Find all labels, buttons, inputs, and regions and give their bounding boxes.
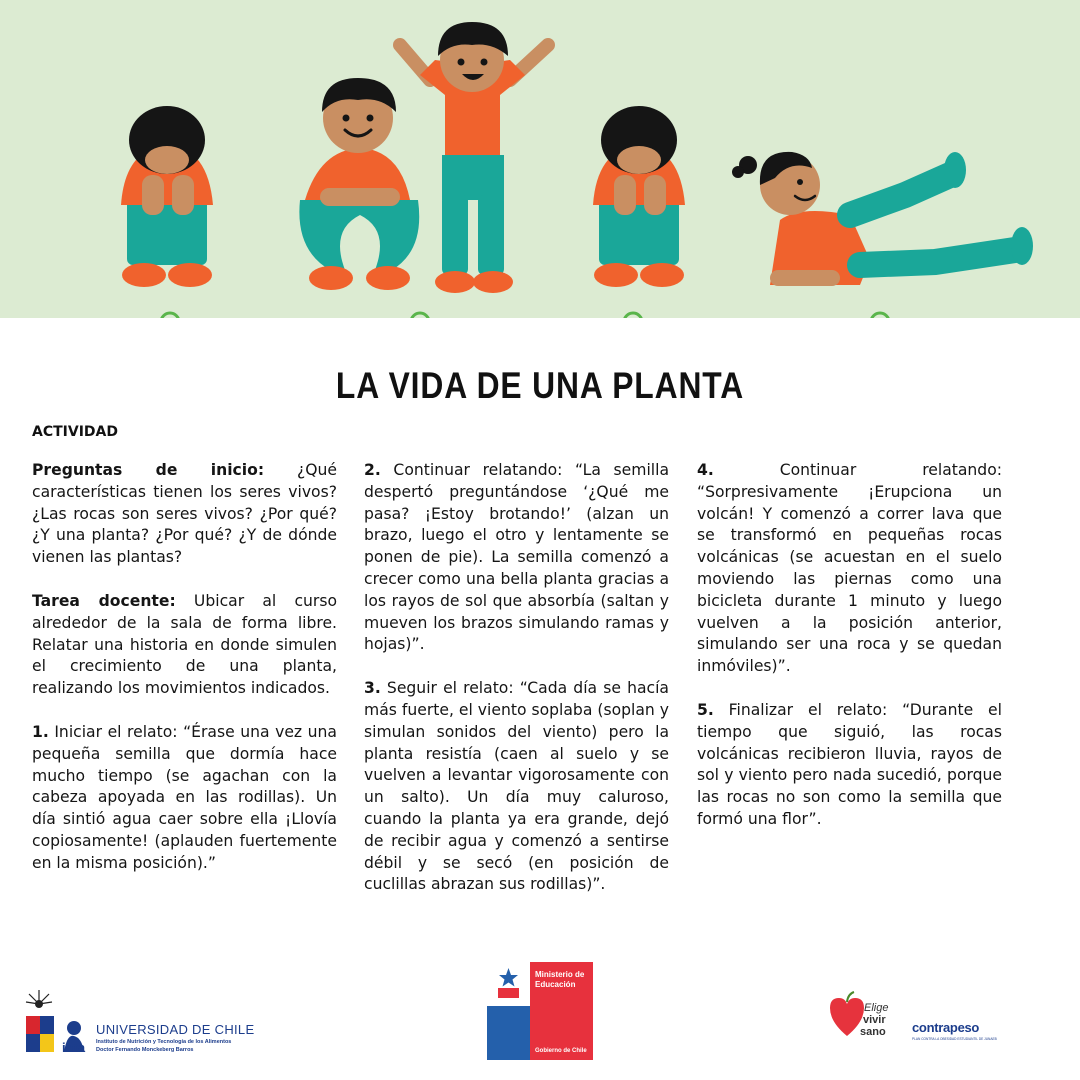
paragraph-step-4: [697, 460, 1002, 678]
paragraph-text: Seguir el relato: “Cada día se hacía más fuerte, el viento soplaba (soplan y simulan sonidos del viento) pero la planta resistía (caen al suelo y se vuelven a levantar vigorosamente con un salto). Un día muy caluroso, cuando la planta ya era grande, dejó de recibir agua y comenzó a sentirse débil y se secó (en posición de cuclillas abrazan sus rodillas)”.: [364, 679, 669, 894]
paragraph-text: Iniciar el relato: “Érase una vez una pequeña semilla que dormía hace mucho tiempo (se agachan con la cabeza apoyada en las rodillas). Un día sintió agua caer sobre ella ¡Llovía copiosamente! (aplauden fuertemente en la misma posición).”: [32, 722, 337, 872]
chile-crest-icon: [487, 962, 530, 1006]
elige-word: Elige: [864, 1002, 889, 1014]
paragraph-tarea: [32, 591, 337, 700]
ministerio-educacion-logo: [487, 962, 593, 1060]
vivir-word: vivir: [863, 1014, 886, 1026]
paragraph-step-1: [32, 722, 337, 875]
paragraph-preguntas: [32, 460, 337, 569]
paragraph-lead: Preguntas de inicio:: [32, 461, 265, 479]
child-kneeling-icon: [121, 106, 213, 287]
paragraph-step-2: [364, 460, 669, 656]
section-label: ACTIVIDAD: [32, 424, 118, 440]
paragraph-text: Finalizar el relato: “Durante el tiempo que siguió, las rocas volcánicas recibieron lluvia, rayos de sol y viento pero nada sucedió, porque las rocas no son como la semilla que formó una flor”.: [697, 700, 1002, 828]
step-marker-icons: [161, 313, 889, 318]
illustration: [0, 0, 1080, 318]
paragraph-lead: 5.: [697, 700, 714, 719]
mineduc-name-line-2: Educación: [535, 980, 576, 989]
child-kneeling-icon: [593, 106, 685, 287]
paragraph-lead: Tarea docente:: [32, 591, 176, 610]
paragraph-lead: 1.: [32, 722, 49, 741]
text-column-2: [364, 460, 669, 918]
paragraph-step-5: [697, 700, 1002, 831]
mineduc-gov: Gobierno de Chile: [535, 1048, 587, 1054]
text-column-1: [32, 460, 337, 897]
child-squatting-icon: [299, 78, 419, 290]
paragraph-text: Continuar relatando: “Sorpresivamente ¡Erupciona un volcán! Y comenzó a correr lava que se transformó en pequeñas rocas volcánicas (se acuestan en el suelo moviendo las piernas como una bicicleta durante 1 minuto y luego vuelven a la posición anterior, simulando ser una roca y se quedan inmóviles)”.: [697, 461, 1002, 676]
mineduc-crest-area: [487, 962, 530, 1006]
text-column-3: [697, 460, 1002, 853]
universidad-de-chile-logo: [22, 990, 262, 1060]
paragraph-lead: 2.: [364, 461, 381, 479]
paragraph-text: Ubicar al curso alrededor de la sala de forma libre. Relatar una historia en donde simulen el crecimiento de una planta, realizando los movimientos indicados.: [32, 591, 337, 698]
child-lying-bicycle-icon: [732, 152, 1033, 286]
sano-word: sano: [860, 1026, 886, 1038]
paragraph-lead: 3.: [364, 679, 381, 698]
paragraph-text: Continuar relatando: “La semilla despertó preguntándose ‘¿Qué me pasa? ¡Estoy brotando!’ (alzan un brazo, luego el otro y lentamente se ponen de pie). La semilla comenzó a crecer como una bella planta gracias a los rayos de sol que absorbía (saltan y mueven los brazos simulando ramas y hojas)”.: [364, 461, 669, 654]
illustration-banner: [0, 0, 1080, 318]
paragraph-text: ¿Qué características tienen los seres vivos? ¿Las rocas son seres vivos? ¿Por qué? ¿Y una planta? ¿Por qué? ¿Y de dónde vienen las plantas?: [32, 461, 337, 567]
paragraph-step-3: [364, 678, 669, 896]
inta-short: inta: [62, 1040, 86, 1055]
mineduc-name-line-1: Ministerio de: [535, 970, 585, 979]
uchile-name: UNIVERSIDAD DE CHILE: [96, 1022, 255, 1037]
paragraph-lead: 4.: [697, 461, 714, 479]
contrapeso-word: contrapeso: [912, 1020, 980, 1035]
page-title: LA VIDA DE UNA PLANTA: [335, 365, 745, 406]
contrapeso-subtitle: PLAN CONTRA LA OBESIDAD ESTUDIANTIL DE JUNAEB: [912, 1037, 997, 1041]
inta-subtitle-1: Instituto de Nutrición y Tecnología de los Alimentos: [96, 1039, 232, 1045]
contrapeso-logo: [912, 1018, 997, 1046]
inta-subtitle-2: Doctor Fernando Monckeberg Barros: [96, 1047, 194, 1053]
child-jumping-icon: [400, 22, 548, 293]
